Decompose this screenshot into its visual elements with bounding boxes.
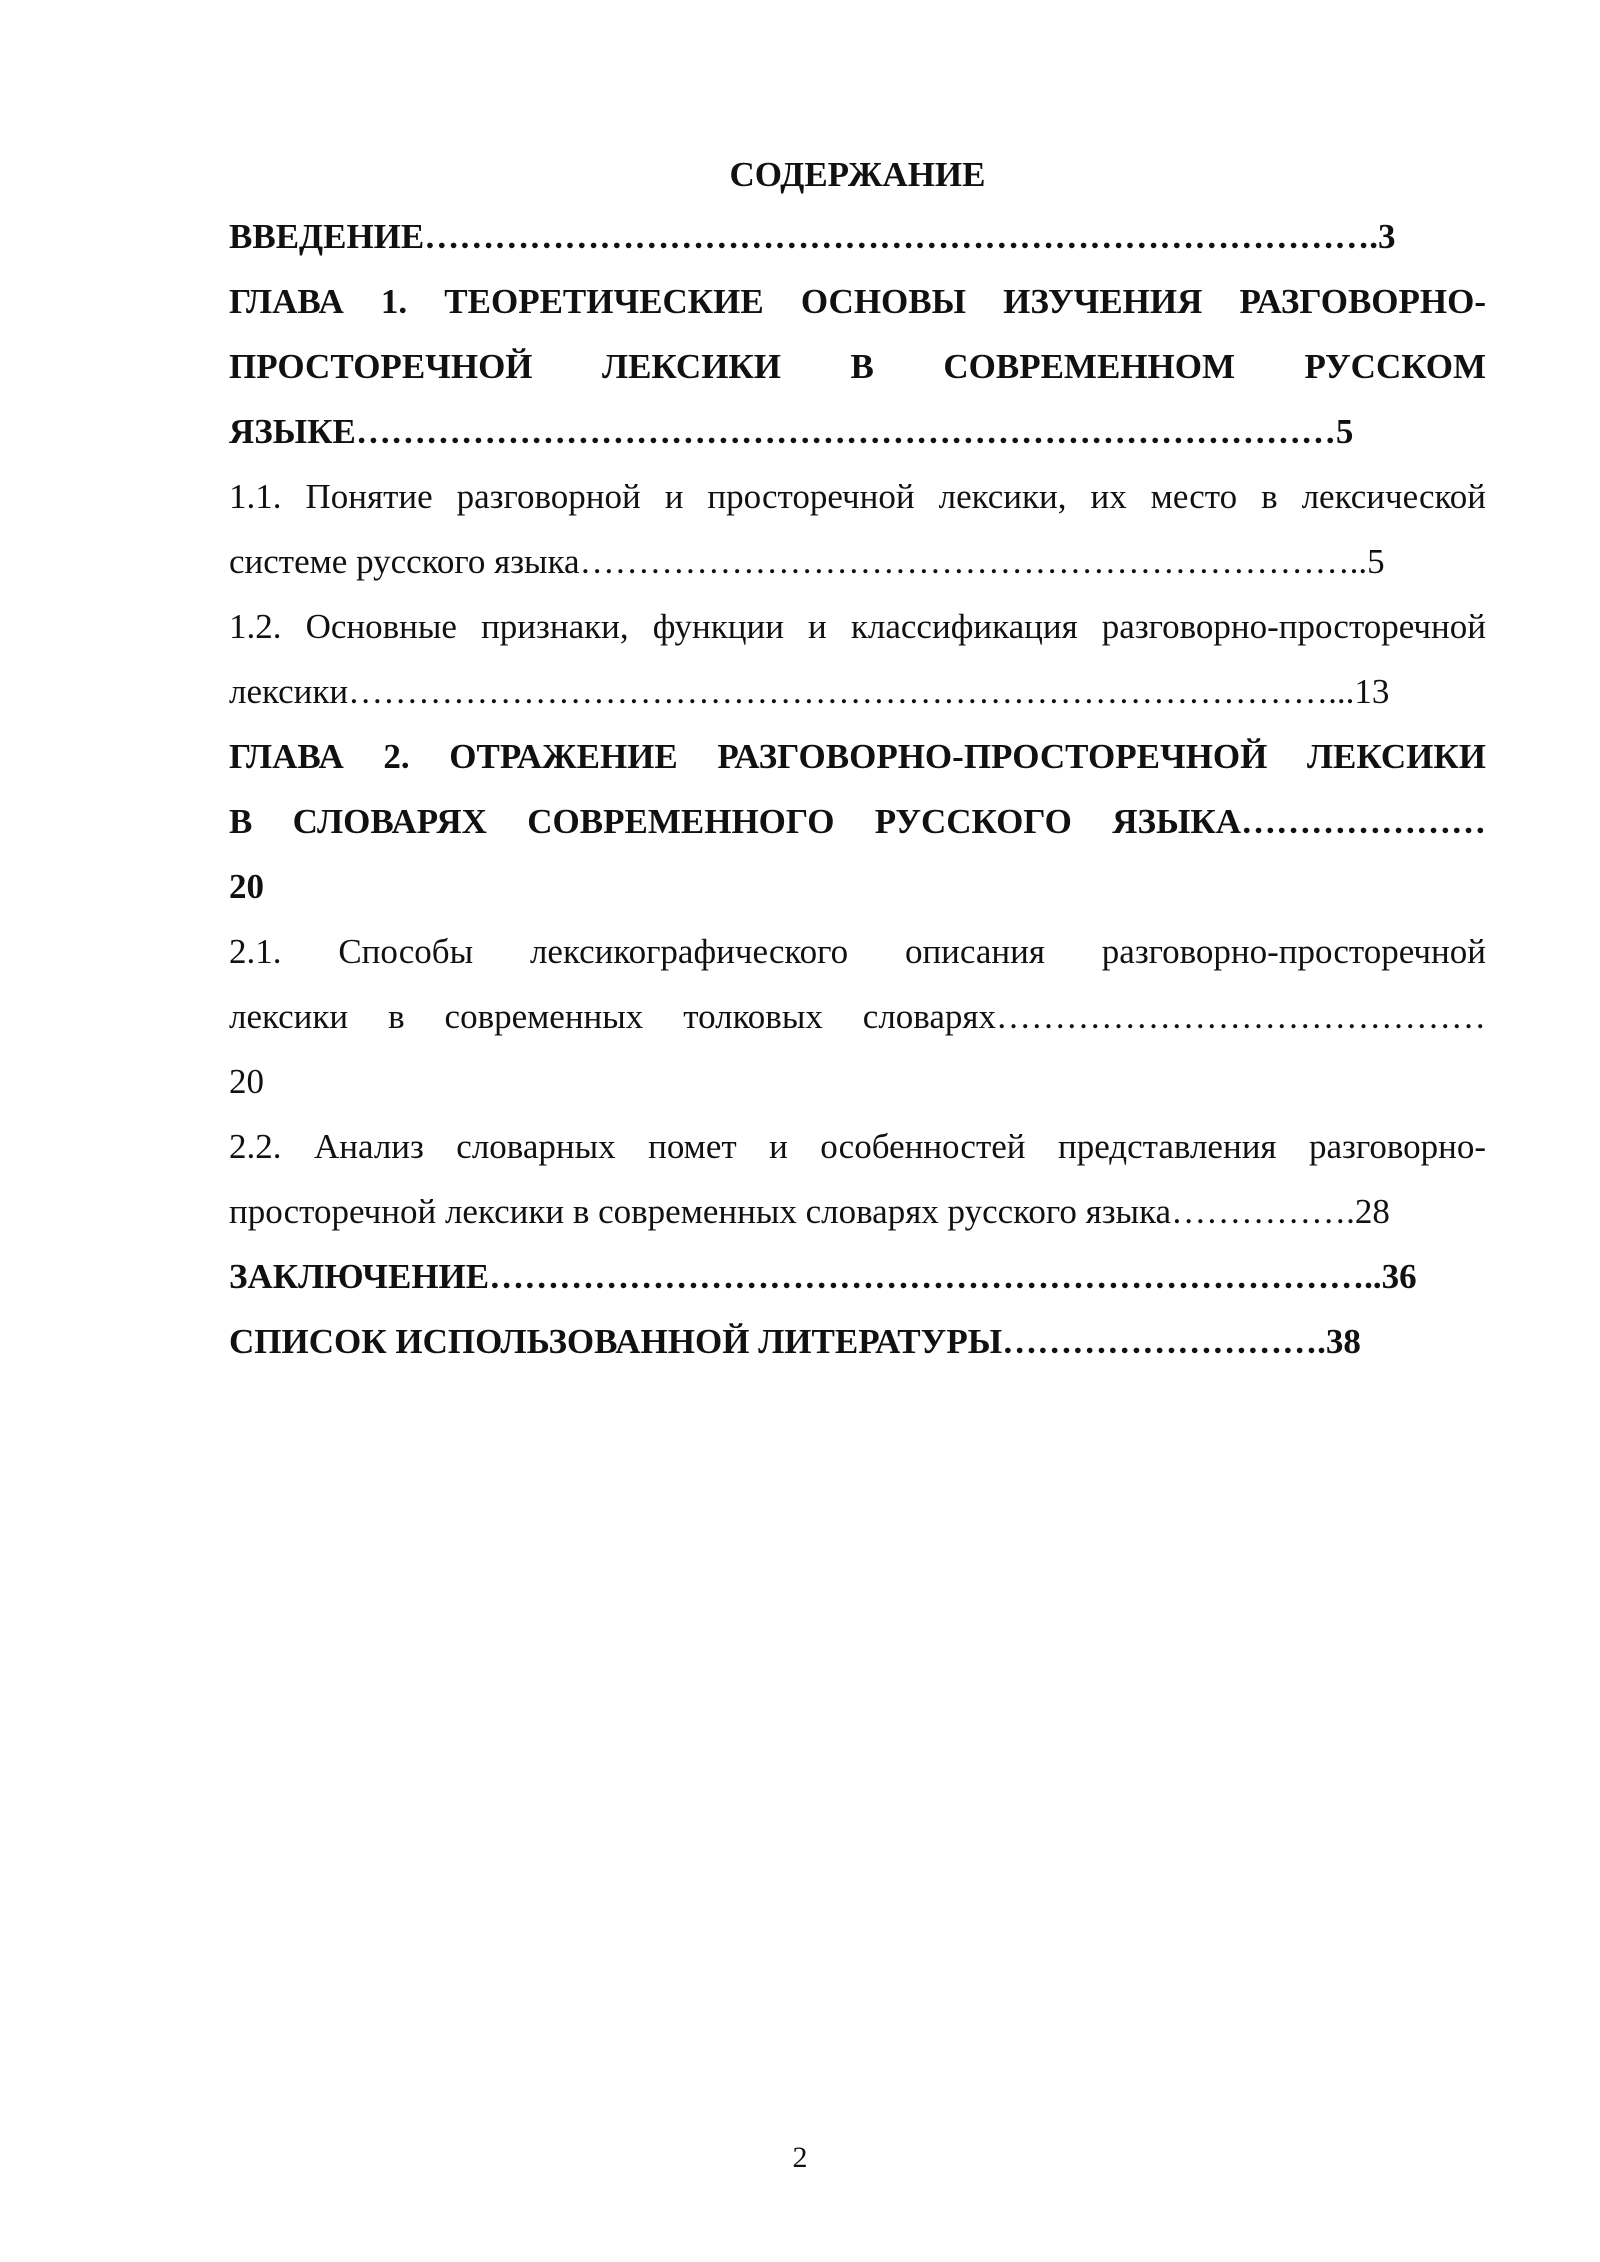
table-of-contents xyxy=(229,146,1486,1374)
toc-line: 20 xyxy=(229,1062,264,1101)
toc-line: ЯЗЫКЕ…………………………………………………………………………5 xyxy=(229,412,1354,451)
toc-line: ГЛАВА 1. ТЕОРЕТИЧЕСКИЕ ОСНОВЫ ИЗУЧЕНИЯ РАЗГОВОРНО- xyxy=(229,282,1486,321)
toc-line: СПИСОК ИСПОЛЬЗОВАННОЙ ЛИТЕРАТУРЫ……………………….38 xyxy=(229,1322,1361,1361)
toc-line: просторечной лексики в современных словарях русского языка…………….28 xyxy=(229,1192,1390,1231)
toc-line: лексики в современных толковых словарях…………………………………… xyxy=(229,997,1486,1036)
toc-line: лексики…………………………………………………………………………...13 xyxy=(229,672,1390,711)
toc-line: ВВЕДЕНИЕ……………………………………………………………………….3 xyxy=(229,217,1396,256)
page-title: СОДЕРЖАНИЕ xyxy=(729,155,986,194)
toc-line: системе русского языка…………………………………………………………..5 xyxy=(229,542,1385,581)
toc-line: 1.2. Основные признаки, функции и классификация разговорно-просторечной xyxy=(229,607,1486,646)
toc-line: 2.1. Способы лексикографического описания разговорно-просторечной xyxy=(229,932,1486,971)
toc-line: 2.2. Анализ словарных помет и особенностей представления разговорно- xyxy=(229,1127,1486,1166)
toc-line: ПРОСТОРЕЧНОЙ ЛЕКСИКИ В СОВРЕМЕННОМ РУССКОМ xyxy=(229,347,1486,386)
toc-line: 20 xyxy=(229,867,264,906)
toc-line: 1.1. Понятие разговорной и просторечной лексики, их место в лексической xyxy=(229,477,1486,516)
toc-line: ГЛАВА 2. ОТРАЖЕНИЕ РАЗГОВОРНО-ПРОСТОРЕЧНОЙ ЛЕКСИКИ xyxy=(229,737,1486,776)
toc-line: ЗАКЛЮЧЕНИЕ…………………………………………………………………..36 xyxy=(229,1257,1417,1296)
toc-lines xyxy=(229,204,1486,1374)
toc-line: В СЛОВАРЯХ СОВРЕМЕННОГО РУССКОГО ЯЗЫКА………………… xyxy=(229,802,1486,841)
page-number: 2 xyxy=(792,2141,808,2174)
